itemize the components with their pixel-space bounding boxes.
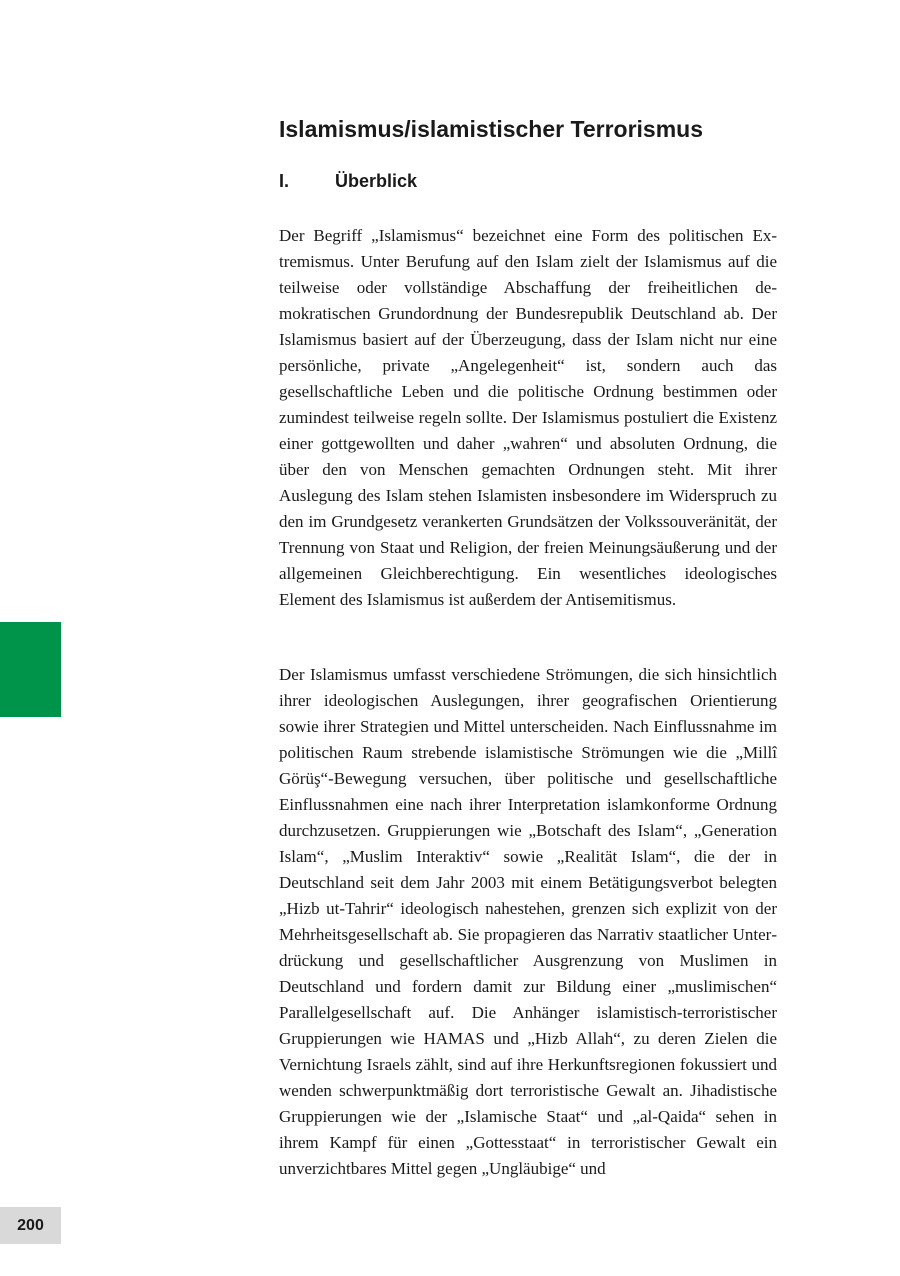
section-number: I. — [279, 171, 290, 191]
section-heading — [279, 167, 417, 195]
body-paragraph-1: Der Begriff „Islamismus“ bezeichnet eine Form des politischen Extremismus. Unter Berufung auf den Islam zielt der Islamismus auf die teilweise oder vollständige Abschaffung der freiheitlichen demokratischen Grundordnung der Bundesrepublik Deutschland ab. Der Islamismus basiert auf der Überzeugung, dass der Islam nicht nur eine persönliche, private „Angelegenheit“ ist, sondern auch das gesellschaftliche Leben und die politische Ordnung bestimmen oder zumindest teilweise regeln sollte. Der Islamismus postuliert die Existenz einer gottgewollten und daher „wahren“ und absoluten Ordnung, die über den von Menschen gemachten Ordnungen steht. Mit ihrer Auslegung des Islam stehen Islamisten insbesondere im Widerspruch zu den im Grundgesetz verankerten Grundsätzen der Volkssouveränität, der Trennung von Staat und Religion, der freien Meinungsäußerung und der allgemeinen Gleichberechtigung. Ein wesentliches ideologisches Element des Islamismus ist außerdem der Antisemitismus. — [279, 226, 777, 609]
page-number-box — [0, 1207, 61, 1244]
page-title: Islamismus/islamistischer Terrorismus — [279, 116, 703, 142]
page-number: 200 — [17, 1216, 44, 1234]
body-paragraph-2: Der Islamismus umfasst verschiedene Strömungen, die sich hinsichtlich ihrer ideologischen Auslegungen, ihrer geografischen Orientierung sowie ihrer Strategien und Mittel unterscheiden. Nach Einflussnahme im politischen Raum strebende islamistische Strömungen wie die „Millî Görüş“-Bewegung versuchen, über politische und gesellschaftliche Einflussnahmen eine nach ihrer Interpretation islamkonforme Ordnung durchzusetzen. Gruppierungen wie „Botschaft des Islam“, „Generation Islam“, „Muslim Interaktiv“ sowie „Realität Islam“, die der in Deutschland seit dem Jahr 2003 mit einem Betätigungsverbot belegten „Hizb ut-Tahrir“ ideologisch nahestehen, grenzen sich explizit von der Mehrheitsgesellschaft ab. Sie propagieren das Narrativ staatlicher Unterdrückung und gesellschaftlicher Ausgrenzung von Muslimen in Deutschland und fordern damit zur Bildung einer „muslimischen“ Parallelgesellschaft auf. Die Anhänger islamistisch-terroristischer Gruppierungen wie HAMAS und „Hizb Allah“, zu deren Zielen die Vernichtung Israels zählt, sind auf ihre Herkunftsregionen fokussiert und wenden schwerpunktmäßig dort terroristische Gewalt an. Jihadistische Gruppierungen wie der „Islamische Staat“ und „al-Qaida“ sehen in ihrem Kampf für einen „Gottesstaat“ in terroristischer Gewalt ein unverzichtbares Mittel gegen „Ungläubige“ und — [279, 665, 777, 1178]
chapter-color-tab — [0, 622, 61, 717]
section-title: Überblick — [335, 171, 418, 191]
